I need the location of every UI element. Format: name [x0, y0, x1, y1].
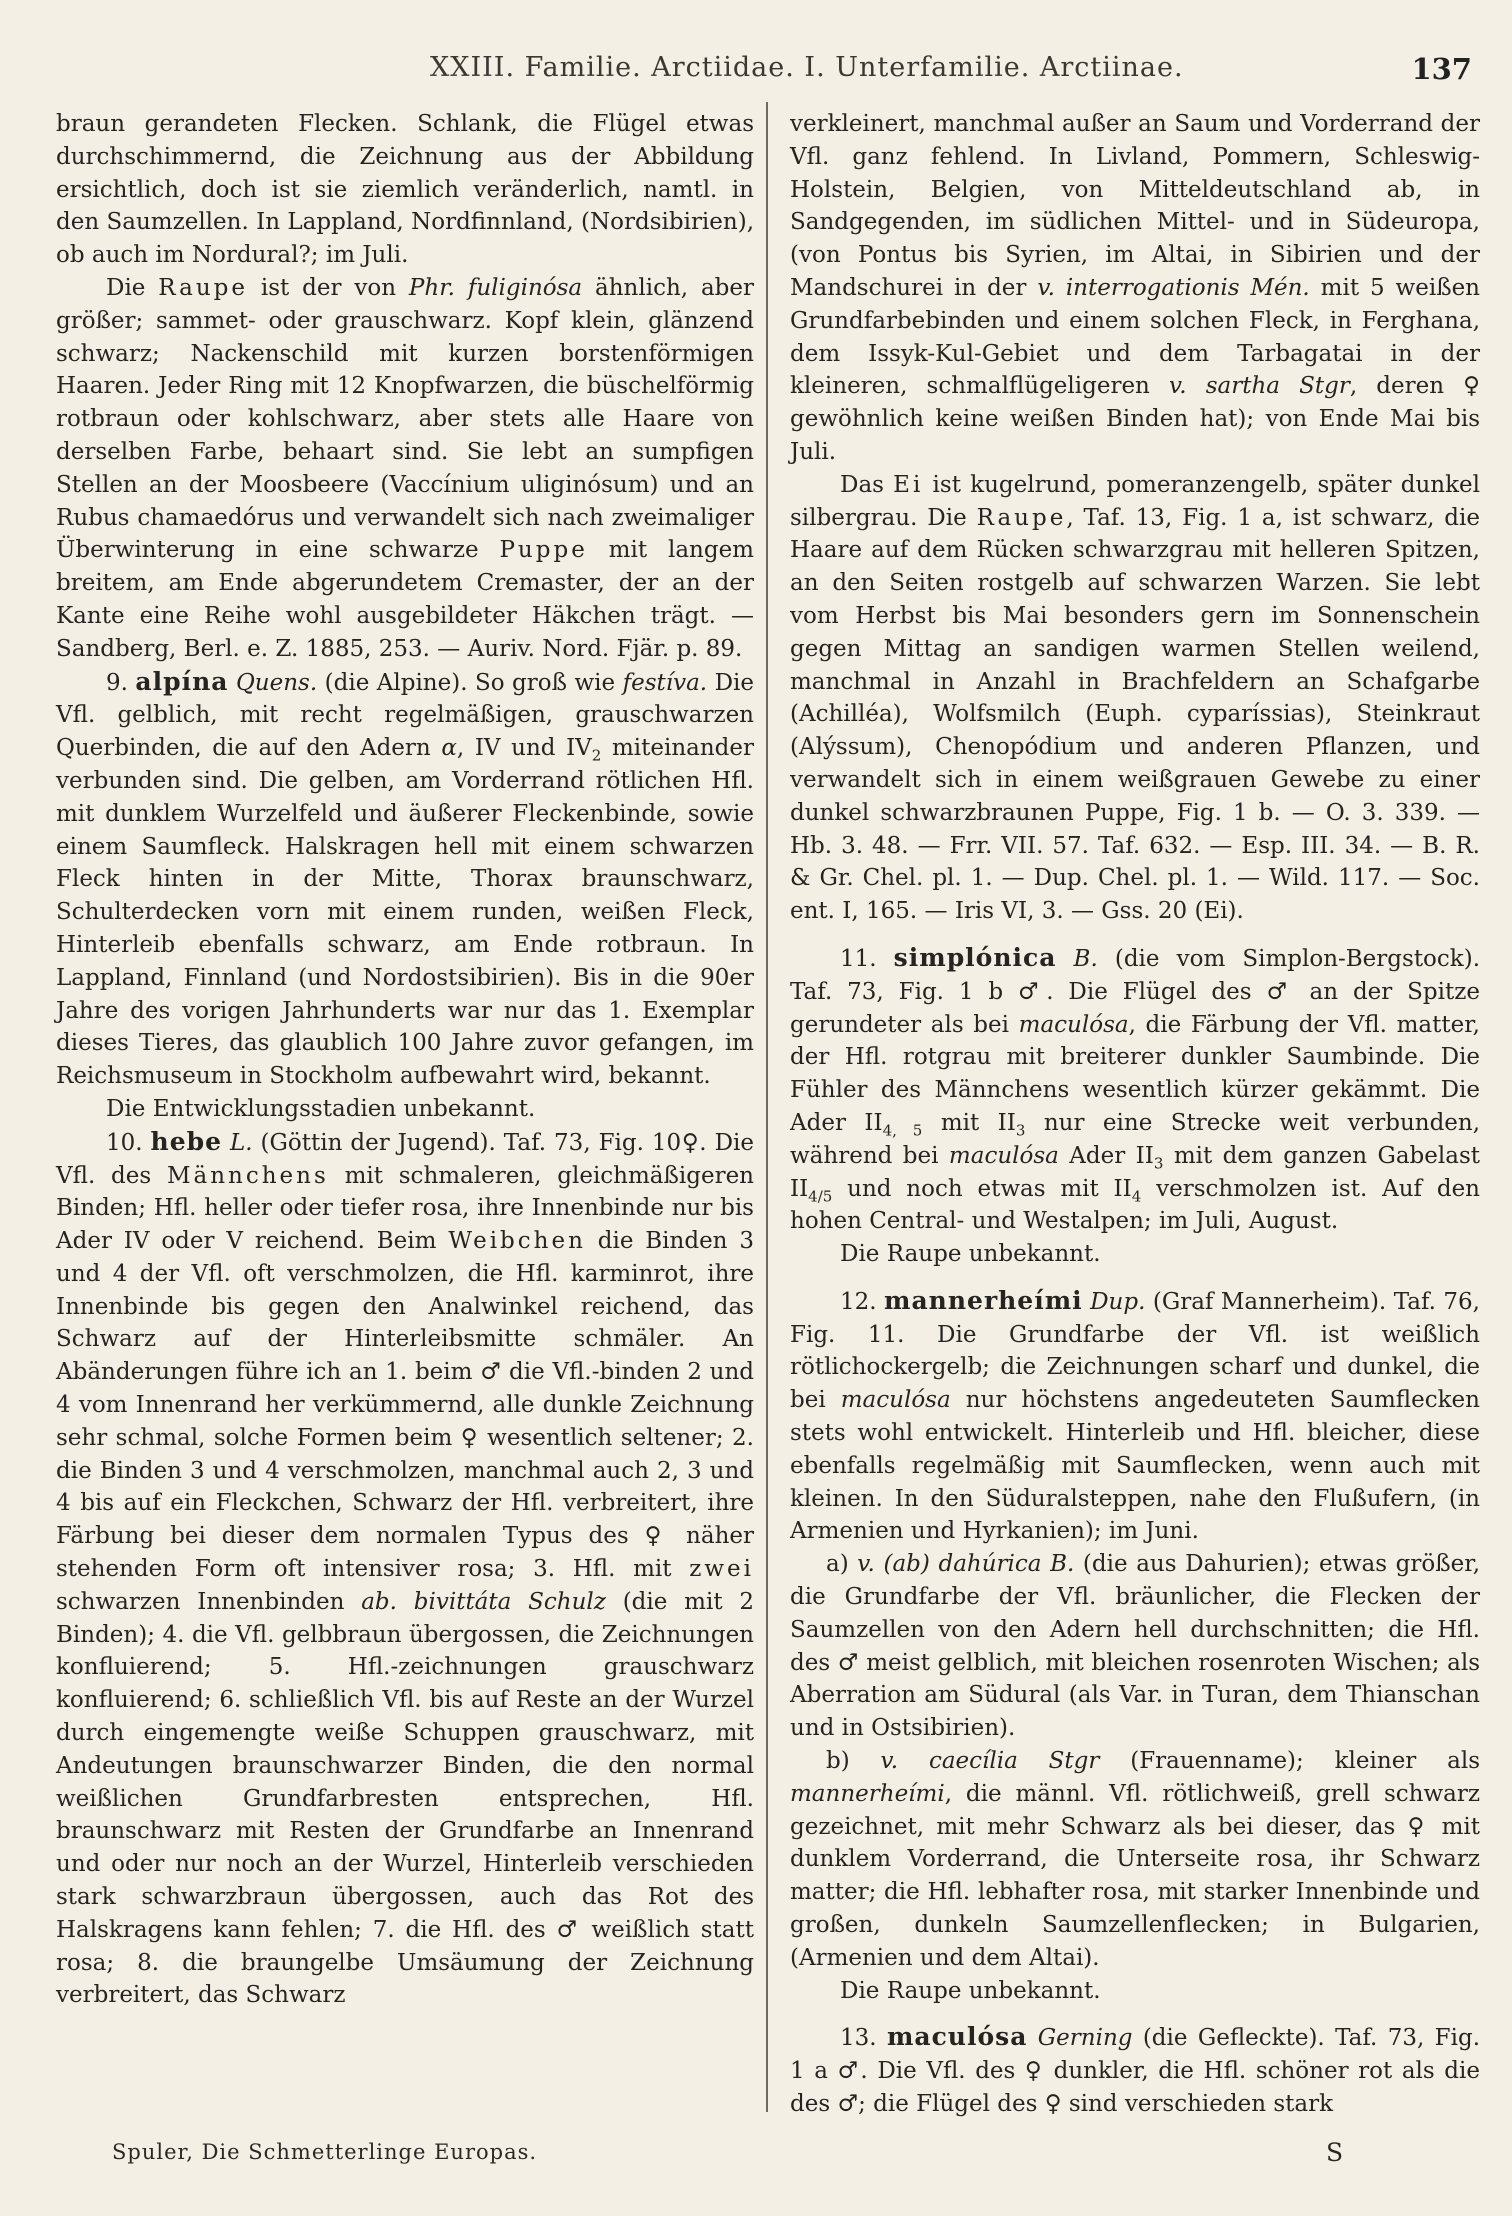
paragraph-raupe-unknown: Die Raupe unbekannt. — [840, 1241, 1101, 1268]
entry-number: 9. — [106, 669, 128, 696]
variety-name: v. interrogationis Mén. — [1037, 274, 1310, 301]
entry-12-mannerheimi: 12. mannerheími Dup. (Graf Mannerheim). Taf. 76, Fig. 11. Die Grundfarbe der Vfl. ist weißlich rötlichockergelb; die Zeichnungen scharf und dunkel, die bei maculósa nur höchstens angedeuteten Saumflecken stets wohl entwickelt. Hinterleib und Hfl. bleicher, diese ebenfalls regelmäßig mit Saumflecken, wenn auch mit kleinen. In den Süduralsteppen, nahe den Flußufern, (in Armenien und Hyrkanien); im Juni. — [790, 1285, 1480, 1545]
page-number: 137 — [1411, 52, 1472, 86]
species-author: L. — [229, 1129, 253, 1156]
entry-number: 13. — [840, 2025, 877, 2052]
paragraph-raupe-unknown: Die Raupe unbekannt. — [840, 1977, 1101, 2004]
species-name: hebe — [150, 1126, 223, 1156]
entry-number: 10. — [106, 1129, 143, 1156]
variety-b-caecilia: b) v. caecília Stgr (Frauenname); kleiner als mannerheími, die männl. Vfl. rötlichweiß, grell schwarz gezeichnet, mit mehr Schwarz als bei dieser, das ♀ mit dunklem Vorderrand, die Unterseite rosa, ihr Schwarz matter; die Hfl. lebhafter rosa, mit starker Innenbinde und großen, dunkeln Saumzellenflecken; in Bulgarien, (Armenien und dem Altai). — [790, 1748, 1481, 1971]
left-column — [56, 108, 754, 2012]
species-name: mannerheími — [884, 1285, 1083, 1315]
variety-a-dahurica: a) v. (ab) dahúrica B. (die aus Dahurien); etwas größer, die Grundfarbe der Vfl. bräunlicher, die Flecken der Saumzellen von den Adern hell durchschnitten; die Hfl. des ♂ meist gelblich, mit bleichen rosenroten Wischen; als Aberration am Südural (als Var. in Turan, dem Thianschan und in Ostsibirien). — [790, 1551, 1481, 1742]
puppe-term: Puppe — [499, 537, 588, 564]
entry-11-simplonica: 11. simplónica B. (die vom Simplon-Bergstock). Taf. 73, Fig. 1 b ♂. Die Flügel des ♂ an der Spitze gerundeter als bei maculósa, die Färbung der Vfl. matter, der Hfl. rotgrau mit breiterer dunkler Saumbinde. Die Fühler des Männchens wesentlich kürzer gekämmt. Die Ader $II_{4, 5}$ mit $II_3$ nur eine Strecke weit verbunden, während bei maculósa Ader $II_3$ mit dem ganzen Gabelast $II_{4/5}$ und noch etwas mit $II_4$ verschmolzen ist. Auf den hohen Central- und Westalpen; im Juli, August. — [790, 942, 1481, 1235]
entry-9-alpina: 9. alpína Quens. (die Alpine). So groß wie festíva. Die Vfl. gelblich, mit recht regelmäßigen, grauschwarzen Querbinden, die auf den Adern α, IV und $IV_2$ miteinander verbunden sind. Die gelben, am Vorderrand rötlichen Hfl. mit dunklem Wurzelfeld und äußerer Fleckenbinde, sowie einem Saumfleck. Halskragen hell mit einem schwarzen Fleck hinten in der Mitte, Thorax braunschwarz, Schulterdecken vorn mit einem runden, weißen Fleck, Hinterleib ebenfalls schwarz, am Ende rotbraun. In Lappland, Finnland (und Nordostsibirien). Bis in die 90er Jahre des vorigen Jahrhunderts war nur das 1. Exemplar dieses Tieres, das glaublich 100 Jahre zuvor gefangen, im Reichsmuseum in Stockholm aufbewahrt wird, bekannt. — [56, 666, 755, 1090]
paragraph-raupe: Die Raupe ist der von Phr. fuliginósa ähnlich, aber größer; sammet- oder grauschwarz. Kopf klein, glänzend schwarz; Nackenschild mit kurzen borstenförmigen Haaren. Jeder Ring mit 12 Knopfwarzen, die büschelförmig rotbraun oder kohlschwarz, aber stets alle Haare von derselben Farbe, behaart sind. Sie lebt an sumpfigen Stellen an der Moosbeere (Vaccínium uliginósum) und an Rubus chamaedórus und verwandelt sich nach zweimaliger Überwinterung in eine schwarze Puppe mit langem breitem, am Ende abgerundetem Cremaster, der an der Kante eine Reihe wohl ausgebildeter Häkchen trägt. — Sandberg, Berl. e. Z. 1885, 253. — Auriv. Nord. Fjär. p. 89. — [56, 274, 755, 662]
species-author: Gerning — [1037, 2025, 1133, 2052]
species-name: simplónica — [893, 942, 1057, 972]
entry-number: 12. — [840, 1288, 877, 1315]
right-column — [790, 108, 1480, 2121]
species-author: Dup. — [1090, 1288, 1146, 1315]
page-header — [60, 52, 1472, 96]
species-reference: Phr. fuliginósa — [408, 274, 583, 301]
species-author: Quens. — [235, 669, 318, 696]
species-author: B. — [1073, 945, 1098, 972]
footer-signature: S — [1326, 2138, 1344, 2167]
species-name: maculósa — [886, 2022, 1028, 2052]
species-name: alpína — [135, 666, 229, 696]
paragraph-continuation: braun gerandeten Flecken. Schlank, die Flügel etwas durchschimmernd, die Zeichnung aus der Abbildung ersichtlich, doch ist sie ziemlich veränderlich, namtl. in den Saumzellen. In Lappland, Nordfinnland, (Nordsibirien), ob auch im Nordural?; im Juli. — [56, 111, 754, 269]
footer-book-title: Spuler, Die Schmetterlinge Europas. — [112, 2140, 538, 2164]
raupe-term: Raupe — [158, 274, 249, 301]
paragraph-ei-raupe: Das Ei ist kugelrund, pomeranzengelb, später dunkel silbergrau. Die Raupe, Taf. 13, Fig. 1 a, ist schwarz, die Haare auf dem Rücken schwarzgrau mit helleren Spitzen, an den Seiten rostgelb auf schwarzen Warzen. Sie lebt vom Herbst bis Mai besonders gern im Sonnenschein gegen Mittag an sandigen warmen Stellen weilend, manchmal in Anzahl in Brachfeldern an Schafgarbe (Achilléa), Wolfsmilch (Euph. cyparíssias), Steinkraut (Alýssum), Chenopódium und anderen Pflanzen, und verwandelt sich in einem weißgrauen Gewebe zu einer dunkel schwarzbraunen Puppe, Fig. 1 b. — O. 3. 339. — Hb. 3. 48. — Frr. VII. 57. Taf. 632. — Esp. III. 34. — B. R. & Gr. Chel. pl. 1. — Dup. Chel. pl. 1. — Wild. 117. — Soc. ent. I, 165. — Iris VI, 3. — Gss. 20 (Ei). — [790, 471, 1480, 925]
column-divider — [766, 102, 768, 2112]
variety-name: v. sartha Stgr — [1169, 373, 1350, 400]
entry-13-maculosa: 13. maculósa Gerning (die Gefleckte). Taf. 73, Fig. 1 a ♂. Die Vfl. des ♀ dunkler, die Hfl. schöner rot als die des ♂; die Flügel des ♀ sind verschieden stark — [790, 2022, 1481, 2118]
entry-number: 11. — [840, 945, 877, 972]
aberration-name: ab. bivittáta Schulz — [361, 1588, 606, 1615]
paragraph-continuation: verkleinert, manchmal außer an Saum und Vorderrand der Vfl. ganz fehlend. In Livland, Pommern, Schleswig-Holstein, Belgien, von Mitteldeutschland ab, in Sandgegenden, im südlichen Mittel- und in Südeuropa, (von Pontus bis Syrien, im Altai, in Sibirien und der Mandschurei in der v. interrogationis Mén. mit 5 weißen Grundfarbebinden und einem solchen Fleck, in Ferghana, dem Issyk-Kul-Gebiet und dem Tarbagatai in der kleineren, schmalflügeligeren v. sartha Stgr, deren ♀ gewöhnlich keine weißen Binden hat); von Ende Mai bis Juli. — [790, 111, 1480, 465]
running-title: XXIII. Familie. Arctiidae. I. Unterfamilie. Arctiinae. — [430, 52, 1184, 83]
entry-10-hebe: 10. hebe L. (Göttin der Jugend). Taf. 73, Fig. 10♀. Die Vfl. des Männchens mit schmaleren, gleichmäßigeren Binden; Hfl. heller oder tiefer rosa, ihre Innenbinde nur bis Ader IV oder V reichend. Beim Weibchen die Binden 3 und 4 der Vfl. oft verschmolzen, die Hfl. karminrot, ihre Innenbinde bis gegen den Analwinkel reichend, das Schwarz auf der Hinterleibsmitte schmäler. An Abänderungen führe ich an 1. beim ♂ die Vfl.-binden 2 und 4 vom Innenrand her verkümmernd, alle dunkle Zeichnung sehr schmal, solche Formen beim ♀ wesentlich seltener; 2. die Binden 3 und 4 verschmolzen, manchmal auch 2, 3 und 4 bis auf ein Fleckchen, Schwarz der Hfl. verbreitert, ihre Färbung bei dieser dem normalen Typus des ♀ näher stehenden Form oft intensiver rosa; 3. Hfl. mit zwei schwarzen Innenbinden ab. bivittáta Schulz (die mit 2 Binden); 4. die Vfl. gelbbraun übergossen, die Zeichnungen konfluierend; 5. Hfl.-zeichnungen grauschwarz konfluierend; 6. schließlich Vfl. bis auf Reste an der Wurzel durch eingemengte weiße Schuppen grauschwarz, mit Andeutungen braunschwarzer Binden, die den normal weißlichen Grundfarbresten entsprechen, Hfl. braunschwarz mit Resten der Grundfarbe an Innenrand und oder nur noch an der Wurzel, Hinterleib verschieden stark schwarzbraun übergossen, auch das Rot des Halskragens kann fehlen; 7. die Hfl. des ♂ weißlich statt rosa; 8. die braungelbe Umsäumung der Zeichnung verbreitert, das Schwarz — [56, 1126, 755, 2009]
paragraph-development: Die Entwicklungsstadien unbekannt. — [106, 1095, 536, 1122]
